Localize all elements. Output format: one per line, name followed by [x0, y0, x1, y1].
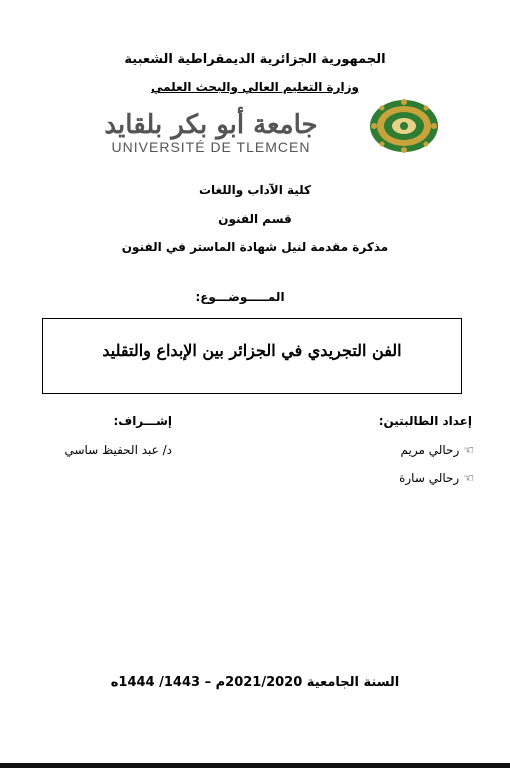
subject-label: المـــــوضـــوع:	[195, 290, 285, 304]
student-item	[401, 443, 474, 457]
thesis-description: مذكرة مقدمة لنيل شهادة الماستر في الفنون	[121, 240, 389, 254]
page-bottom-border	[0, 763, 510, 768]
title-box	[42, 318, 462, 394]
student-name: رحالي مريم	[400, 443, 460, 457]
university-emblem-icon	[368, 98, 440, 158]
academic-year: السنة الجامعية 2021/2020م – 1443/ 1444ه	[110, 675, 400, 690]
department-name: قسم الفنون	[218, 212, 292, 226]
thesis-title: الفن التجريدي في الجزائر بين الإبداع والتقليد	[102, 341, 402, 360]
ministry-name: وزارة التعليم العالي والبحث العلمي	[150, 80, 360, 94]
student-item	[399, 471, 474, 485]
pointing-hand-icon: ☜	[463, 443, 474, 457]
pointing-hand-icon: ☜	[463, 471, 474, 485]
students-label: إعداد الطالبتين:	[378, 414, 472, 428]
university-name-french: UNIVERSITÉ DE TLEMCEN	[111, 139, 311, 155]
republic-name: الجمهورية الجزائرية الديمقراطية الشعبية	[124, 52, 386, 67]
supervisor-name: د/ عبد الحفيظ ساسي	[64, 443, 172, 457]
student-name: رحالي سارة	[399, 471, 460, 485]
supervision-label: إشـــراف:	[113, 414, 172, 428]
faculty-name: كلية الآداب واللغات	[198, 183, 312, 197]
university-name-arabic: جامعة أبو بكر بلقايد	[104, 110, 318, 140]
